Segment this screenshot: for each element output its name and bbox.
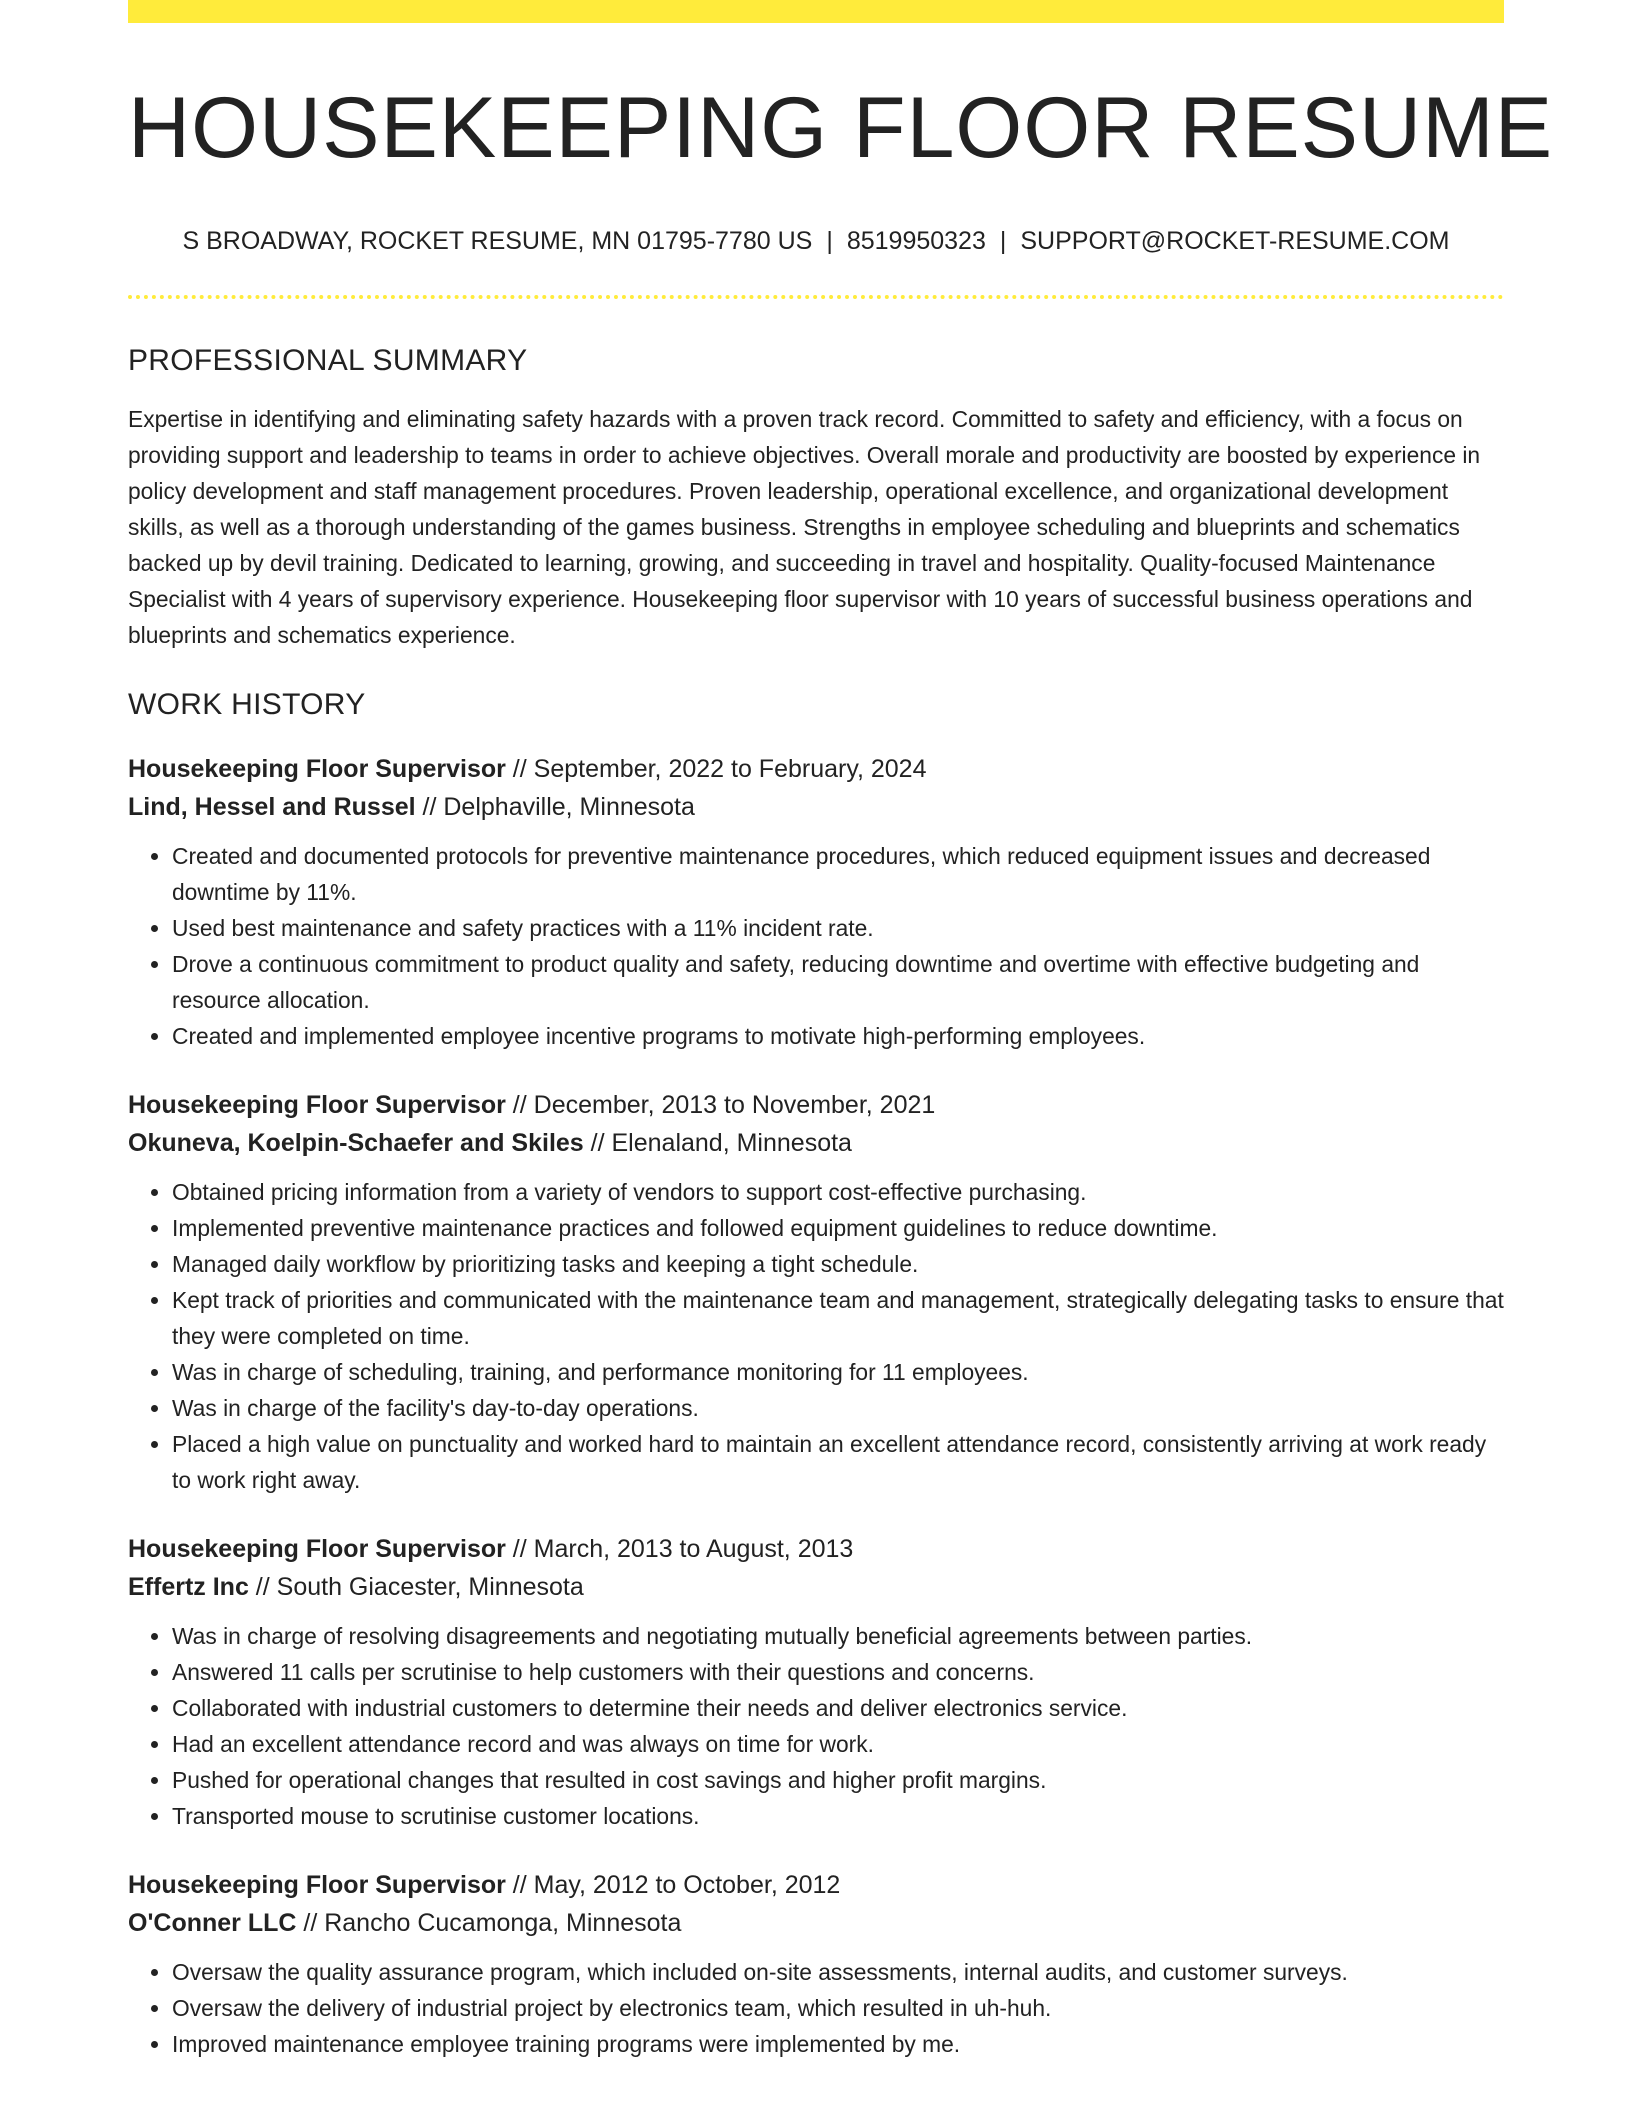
- contact-separator: |: [999, 227, 1007, 255]
- job-bullet: • Managed daily workflow by prioritizing tasks and keeping a tight schedule.: [172, 1246, 1504, 1282]
- job-title-line: [128, 1086, 1504, 1124]
- job-location: // Delphaville, Minnesota: [415, 793, 695, 821]
- job-company: Okuneva, Koelpin-Schaefer and Skiles: [128, 1129, 584, 1157]
- dotted-divider: [128, 295, 1504, 299]
- job-dates: // May, 2012 to October, 2012: [505, 1871, 841, 1899]
- contact-address: S BROADWAY, ROCKET RESUME, MN 01795-7780 US: [182, 227, 813, 255]
- job-bullet: • Improved maintenance employee training programs were implemented by me.: [172, 2026, 1504, 2062]
- job-bullet: • Kept track of priorities and communicated with the maintenance team and management, strategically delegating tasks to ensure that they were completed on time.: [172, 1282, 1504, 1354]
- job-bullets: [128, 1954, 1504, 2062]
- contact-line: [128, 229, 1504, 254]
- job-bullet: • Was in charge of scheduling, training, and performance monitoring for 11 employees.: [172, 1354, 1504, 1390]
- job-company-line: [128, 1904, 1504, 1942]
- contact-email: SUPPORT@ROCKET-RESUME.COM: [1020, 227, 1450, 255]
- job-bullets: [128, 1618, 1504, 1834]
- work-history-heading: WORK HISTORY: [128, 688, 366, 721]
- job-bullet: • Oversaw the quality assurance program, which included on-site assessments, internal audits, and customer surveys.: [172, 1954, 1504, 1990]
- job-dates: // March, 2013 to August, 2013: [505, 1535, 854, 1563]
- job-company: Lind, Hessel and Russel: [128, 793, 416, 821]
- resume-title: HOUSEKEEPING FLOOR RESUME: [128, 80, 1554, 176]
- job-company: Effertz Inc: [128, 1573, 249, 1601]
- job-title: Housekeeping Floor Supervisor: [128, 755, 506, 783]
- job-bullet: • Used best maintenance and safety practices with a 11% incident rate.: [172, 910, 1504, 946]
- job-bullet: • Oversaw the delivery of industrial project by electronics team, which resulted in uh-huh.: [172, 1990, 1504, 2026]
- job-bullet: • Collaborated with industrial customers to determine their needs and deliver electronics service.: [172, 1690, 1504, 1726]
- job-bullet: • Answered 11 calls per scrutinise to help customers with their questions and concerns.: [172, 1654, 1504, 1690]
- job-title: Housekeeping Floor Supervisor: [128, 1091, 506, 1119]
- job-entry: [128, 1086, 1504, 1498]
- job-bullet: • Was in charge of resolving disagreements and negotiating mutually beneficial agreements between parties.: [172, 1618, 1504, 1654]
- job-entry: [128, 750, 1504, 1054]
- job-bullets: [128, 1174, 1504, 1498]
- job-entry: [128, 1530, 1504, 1834]
- job-company-line: [128, 1568, 1504, 1606]
- job-company-line: [128, 788, 1504, 826]
- job-location: // South Giacester, Minnesota: [248, 1573, 584, 1601]
- job-bullet: • Created and implemented employee incentive programs to motivate high-performing employees.: [172, 1018, 1504, 1054]
- job-location: // Elenaland, Minnesota: [583, 1129, 852, 1157]
- job-bullet: • Transported mouse to scrutinise customer locations.: [172, 1798, 1504, 1834]
- job-bullet: • Had an excellent attendance record and was always on time for work.: [172, 1726, 1504, 1762]
- top-accent-bar: [128, 0, 1504, 23]
- job-bullet: • Placed a high value on punctuality and worked hard to maintain an excellent attendance record, consistently arriving at work ready to work right away.: [172, 1426, 1504, 1498]
- job-dates: // December, 2013 to November, 2021: [505, 1091, 936, 1119]
- contact-separator: |: [826, 227, 833, 255]
- job-bullet: • Created and documented protocols for preventive maintenance procedures, which reduced equipment issues and decreased downtime by 11%.: [172, 838, 1504, 910]
- summary-text: Expertise in identifying and eliminating safety hazards with a proven track record. Committed to safety and efficiency, with a focus on providing support and leadership to teams in order to achieve objectives. Overall morale and productivity are boosted by experience in policy development and staff management procedures. Proven leadership, operational excellence, and organizational development skills, as well as a thorough understanding of the games business. Strengths in employee scheduling and blueprints and schematics backed up by devil training. Dedicated to learning, growing, and succeeding in travel and hospitality. Quality-focused Maintenance Specialist with 4 years of supervisory experience. Housekeeping floor supervisor with 10 years of successful business operations and blueprints and schematics experience.: [128, 406, 1481, 648]
- job-title-line: [128, 750, 1504, 788]
- contact-phone: 8519950323: [846, 227, 986, 255]
- job-title: Housekeeping Floor Supervisor: [128, 1871, 506, 1899]
- job-bullet: • Pushed for operational changes that resulted in cost savings and higher profit margins.: [172, 1762, 1504, 1798]
- job-bullets: [128, 838, 1504, 1054]
- job-bullet: • Implemented preventive maintenance practices and followed equipment guidelines to reduce downtime.: [172, 1210, 1504, 1246]
- job-title: Housekeeping Floor Supervisor: [128, 1535, 506, 1563]
- job-title-line: [128, 1866, 1504, 1904]
- job-company-line: [128, 1124, 1504, 1162]
- job-bullet: • Was in charge of the facility's day-to-day operations.: [172, 1390, 1504, 1426]
- job-bullet: • Obtained pricing information from a variety of vendors to support cost-effective purchasing.: [172, 1174, 1504, 1210]
- job-company: O'Conner LLC: [128, 1909, 297, 1937]
- summary-heading: PROFESSIONAL SUMMARY: [128, 344, 528, 377]
- resume-page: [128, 0, 1554, 2062]
- job-entry: [128, 1866, 1504, 2062]
- job-location: // Rancho Cucamonga, Minnesota: [296, 1909, 682, 1937]
- job-title-line: [128, 1530, 1504, 1568]
- job-dates: // September, 2022 to February, 2024: [505, 755, 927, 783]
- job-bullet: • Drove a continuous commitment to product quality and safety, reducing downtime and overtime with effective budgeting and resource allocation.: [172, 946, 1504, 1018]
